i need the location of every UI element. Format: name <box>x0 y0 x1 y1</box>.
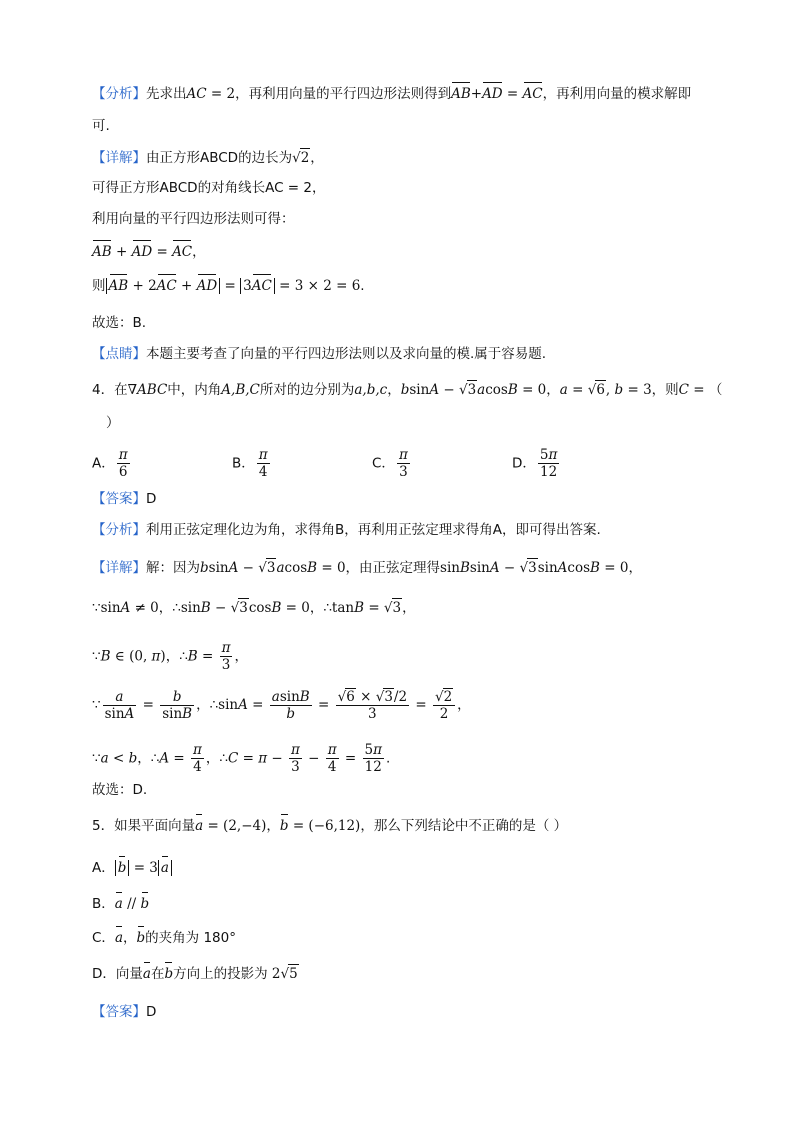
detail-tag: 【 详解 】 <box>92 560 146 576</box>
q4-step-3: ∵ $\frac{a}{\sin A}$ = $\frac{b}{\sin B}$ ，∴sinA = $\frac{asinB}{b}$ = $\frac{√6 \times √3/2}{3}$ = $\frac{√2}{2}$ ， <box>92 688 471 722</box>
q4-step-1: ∵sinA ≠ 0，∴sinB − √3cosB = 0，∴tanB = √3， <box>92 600 416 616</box>
q4-option-d[interactable]: D． $\frac{5\pi}{12}$ <box>512 447 558 480</box>
q3-detail-line: 【 详解 】 由正方形ABCD的边长为√2， <box>92 148 724 167</box>
q4-option-a[interactable]: A． $\frac{\pi}{6}$ <box>92 447 128 480</box>
q4-stem-close: ） <box>106 415 120 431</box>
q3-comment-line: 【 点睛 】 本题主要考查了向量的平行四边形法则以及求向量的模.属于容易题. <box>92 345 724 363</box>
q3-detail-line-2: 可得正方形ABCD的对角线长AC = 2， <box>92 180 326 196</box>
q5-option-b[interactable]: B．a // b <box>92 896 150 912</box>
q4-analysis-line: 【 分析 】 利用正弦定理化边为角，求得角B，再利用正弦定理求得角A，即可得出答案. <box>92 521 724 539</box>
q5-option-d[interactable]: D．向量a在b方向上的投影为 2√5 <box>92 966 298 982</box>
q4-step-2: ∵B ∈ (0, π)，∴B = $\frac{\pi}{3}$ ， <box>92 640 248 673</box>
analysis-tag: 【 分析 】 <box>92 86 146 102</box>
comment-tag: 【 点睛 】 <box>92 346 146 362</box>
answer-tag: 【 答案 】 <box>92 491 146 507</box>
q3-detail-line-3: 利用向量的平行四边形法则可得： <box>92 211 295 227</box>
detail-tag: 【 详解 】 <box>92 150 146 166</box>
q4-option-b[interactable]: B． $\frac{\pi}{4}$ <box>232 447 268 480</box>
q5-answer-line: 【 答案 】 D <box>92 1003 724 1021</box>
q5-stem: 5．如果平面向量a = (2,−4)，b = (−6,12)，那么下列结论中不正确的是（ ） <box>92 818 568 834</box>
q3-modulus-equation: 则 AB + 2AC + AD = 3AC = 3 × 2 = 6. <box>92 278 365 294</box>
analysis-tag: 【 分析 】 <box>92 522 146 538</box>
q4-detail-line: 【 详解 】 解：因为bsinA − √3acosB = 0，由正弦定理得sinBsinA − √3sinAcosB = 0， <box>92 558 724 577</box>
answer-tag: 【 答案 】 <box>92 1004 146 1020</box>
q5-option-c[interactable]: C．a，b的夹角为 180° <box>92 930 236 946</box>
q4-stem: 4．在∇ABC中，内角A,B,C所对的边分别为a,b,c，bsinA − √3acosB = 0，a = √6, b = 3，则C = （ <box>92 382 723 398</box>
q4-step-4: ∵a < b，∴A = $\frac{\pi}{4}$ ，∴C = π − $\frac{\pi}{3}$ − $\frac{\pi}{4}$ = $\frac{5\pi}{12}$ . <box>92 742 391 775</box>
q5-option-a[interactable]: A． b = 3 a <box>92 859 724 877</box>
q3-analysis-line: 【 分析 】 先求出AC = 2，再利用向量的平行四边形法则得到AB+AD = AC，再利用向量的模求解即 <box>92 85 724 103</box>
q3-analysis-line-2: 可. <box>92 118 110 134</box>
q4-choice: 故选：D. <box>92 782 148 798</box>
q3-choice: 故选：B. <box>92 315 147 331</box>
q3-vector-equation: AB + AD = AC， <box>92 244 206 260</box>
q4-options <box>92 447 724 480</box>
q4-answer-line: 【 答案 】 D <box>92 490 724 508</box>
q4-option-c[interactable]: C． $\frac{\pi}{3}$ <box>372 447 408 480</box>
